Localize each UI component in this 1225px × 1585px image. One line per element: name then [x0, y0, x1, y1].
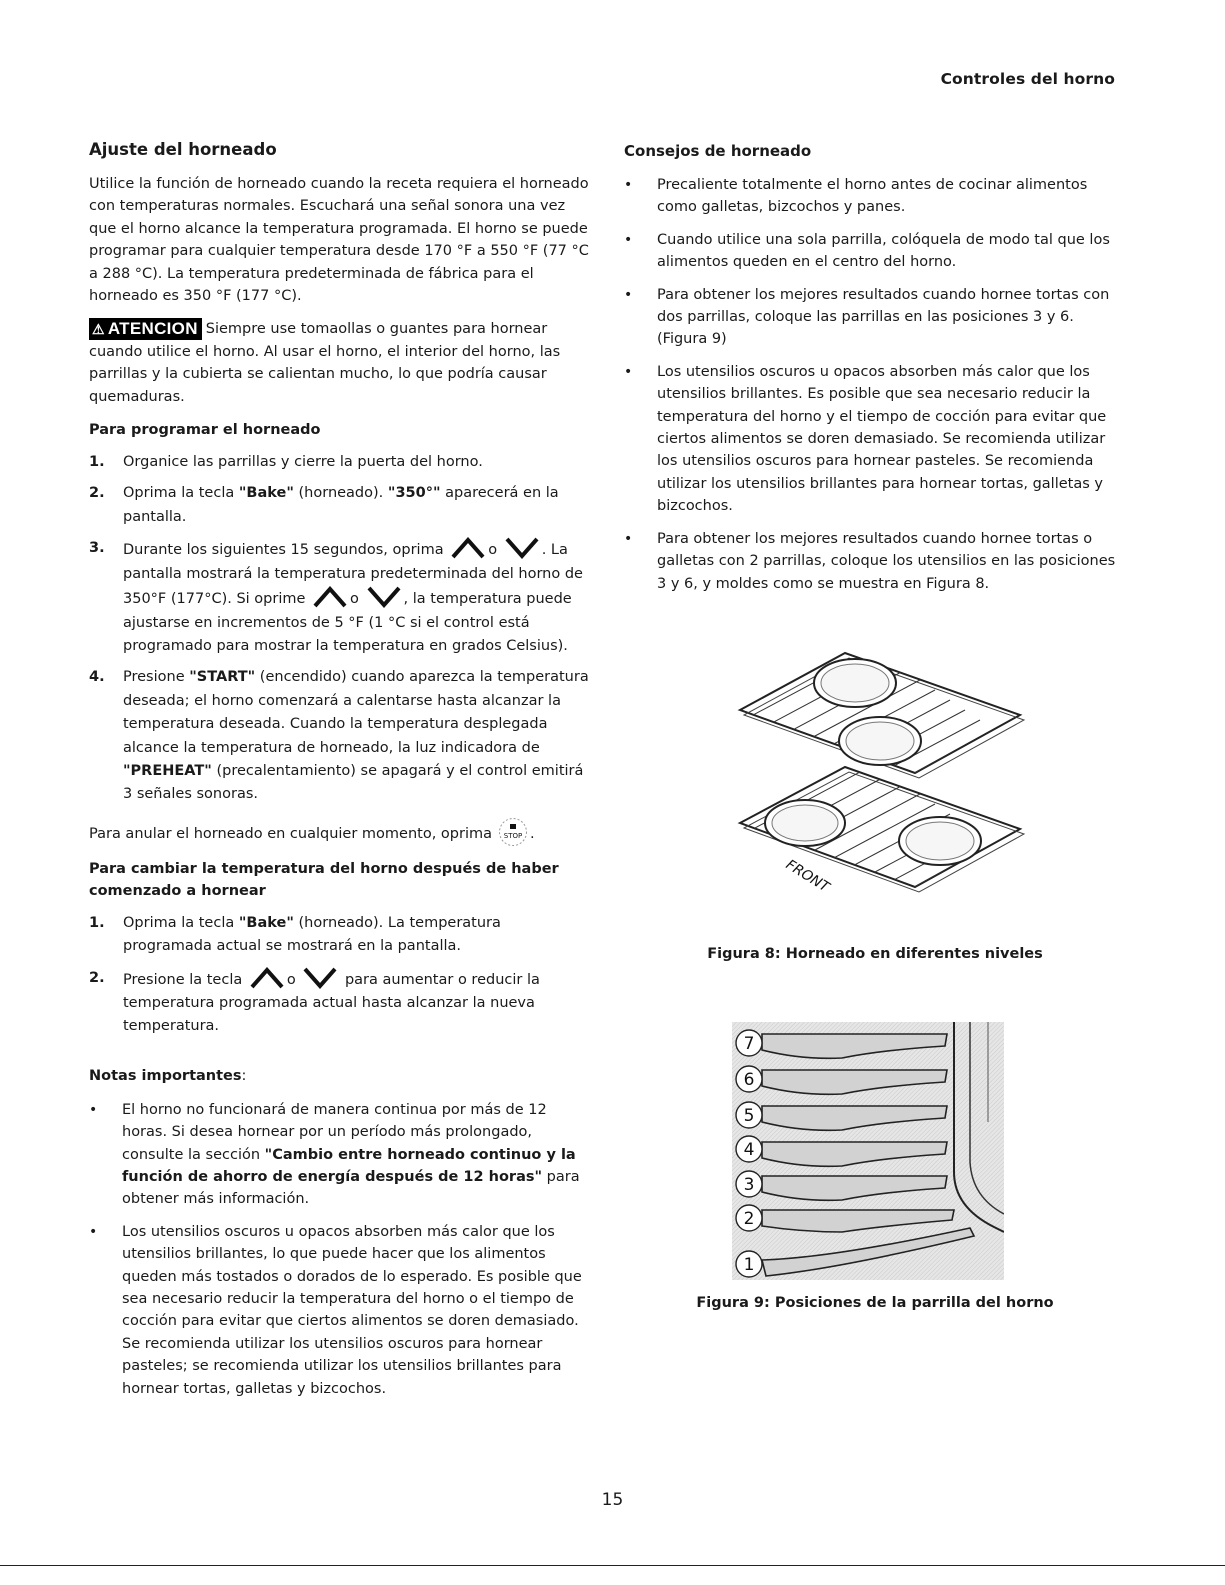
display-value: "350°": [387, 485, 441, 502]
stop-button-icon: [498, 817, 528, 847]
step-text: Presione: [123, 669, 190, 686]
tips-list: [624, 174, 1124, 595]
notes-heading: [89, 1065, 594, 1087]
warning-badge: [89, 318, 202, 340]
notes-heading-text: Notas importantes: [89, 1067, 242, 1084]
tips-heading: Consejos de horneado: [624, 142, 812, 160]
step-number: 2.: [89, 485, 105, 502]
tip-item: • Para obtener los mejores resultados cuando hornee tortas con dos parrillas, coloque las parrillas en las posiciones 3 y 6. (Figura 9): [624, 284, 1124, 351]
change-steps: [89, 912, 594, 1039]
note-section-reference: "Cambio entre horneado continuo y la función de ahorro de energía después de 12 horas": [122, 1146, 576, 1185]
cancel-text-end: .: [529, 825, 535, 842]
cancel-paragraph: [89, 817, 594, 847]
arrow-down-icon: [303, 967, 337, 989]
figure-9-caption: Figura 9: Posiciones de la parrilla del horno: [696, 1295, 1054, 1311]
step-text: (horneado).: [293, 485, 388, 502]
rack-position-label: 4: [743, 1140, 755, 1160]
step-text: (horneado). La temperatura programada actual se mostrará en la pantalla.: [123, 914, 501, 955]
note-text: El horno no funcionará de manera continua por más de 12 horas. Si desea hornear por un período más prolongado, consulte la sección: [122, 1101, 547, 1163]
step-text: o: [286, 971, 296, 988]
step-item: [89, 967, 594, 1039]
bottom-rule: [0, 1565, 1225, 1566]
tip-item: • Los utensilios oscuros u opacos absorben más calor que los utensilios brillantes. Es posible que sea necesario reducir la temperatura del horno y el tiempo de cocción para evitar que ciertos alimentos se doren demasiado. Se recomienda utilizar los utensilios oscuros para hornear pasteles. Se recomienda utilizar los utensilios brillantes para hornear tortas, galletas y bizcochos.: [624, 361, 1124, 518]
step-text: Durante los siguientes 15 segundos, oprima: [123, 542, 444, 559]
rack-position-label: 1: [743, 1255, 755, 1275]
warning-label: ATENCION: [107, 319, 198, 339]
tip-item: • Para obtener los mejores resultados cuando hornee tortas o galletas con 2 parrillas, coloque los utensilios en las posiciones 3 y 6, y moldes como se muestra en Figura 8.: [624, 528, 1124, 595]
note-item: [89, 1099, 594, 1211]
warning-paragraph: [89, 318, 594, 408]
rack-position-label: 7: [743, 1034, 755, 1054]
figure-8-caption: Figura 8: Horneado en diferentes niveles: [707, 946, 1043, 962]
running-head: Controles del horno: [940, 70, 1115, 88]
step-text: (encendido) cuando aparezca la temperatura deseada; el horno comenzará a calentarse hasta alcanzar la temperatura deseada. Cuando la temperatura desplegada alcance la temperatura de horneado, la luz indicadora de: [123, 669, 589, 756]
program-heading: Para programar el horneado: [89, 422, 321, 439]
arrow-up-icon: [250, 967, 284, 989]
step-item: [89, 537, 594, 658]
step-text: o: [350, 591, 359, 608]
step-text: , la temperatura puede ajustarse en incrementos de 5 °F (1 °C si el control está programado para mostrar la temperatura en grados Celsius).: [123, 591, 572, 654]
cancel-text: Para anular el horneado en cualquier momento, oprima: [89, 825, 492, 842]
page-number: 15: [601, 1490, 624, 1510]
tip-item: • Cuando utilice una sola parrilla, colóquela de modo tal que los alimentos queden en el centro del horno.: [624, 229, 1124, 274]
arrow-up-icon: [313, 586, 347, 608]
step-text: Oprima la tecla: [123, 914, 239, 931]
rack-position-label: 6: [743, 1070, 755, 1090]
note-text: para obtener más información.: [122, 1169, 580, 1208]
step-text: Organice las parrillas y cierre la puerta del horno.: [123, 454, 483, 471]
step-item: [89, 666, 594, 806]
rack-position-label: 2: [743, 1209, 755, 1229]
bake-key-label: "Bake": [238, 485, 294, 502]
lower-rack: [730, 739, 1025, 925]
change-heading: Para cambiar la temperatura del horno después de haber comenzado a hornear: [89, 860, 559, 899]
step-number: 2.: [89, 969, 105, 986]
note-text: Los utensilios oscuros u opacos absorben más calor que los utensilios brillantes, lo que puede hacer que los alimentos queden más tostados o dorados de lo esperado. Es posible que sea necesario reducir la temperatura del horno o el tiempo de cocción para evitar que ciertos alimentos se doren demasiado. Se recomienda utilizar los utensilios oscuros para hornear pasteles; se recomienda utilizar los utensilios brillantes para hornear tortas, galletas y bizcochos.: [122, 1223, 582, 1397]
warning-triangle-icon: ⚠: [92, 321, 105, 338]
note-item: [89, 1221, 594, 1400]
step-text: (precalentamiento) se apagará y el control emitirá 3 señales sonoras.: [123, 762, 584, 803]
notes-heading-colon: :: [241, 1067, 247, 1084]
step-text: Oprima la tecla: [123, 485, 239, 502]
arrow-up-icon: [451, 537, 485, 559]
left-column: [89, 140, 594, 1410]
right-column: [624, 140, 1124, 605]
warning-text: Siempre use tomaollas o guantes para hornear cuando utilice el horno. Al usar el horno, el interior del horno, las parrillas y la cubierta se calientan mucho, lo que podría causar quemaduras.: [89, 321, 561, 405]
figure-9-rack-positions: [732, 1022, 1004, 1280]
step-number: 1.: [89, 454, 105, 471]
step-item: [89, 482, 594, 529]
step-text: Presione la tecla: [123, 971, 243, 988]
tip-item: • Precaliente totalmente el horno antes de cocinar alimentos como galletas, bizcochos y panes.: [624, 174, 1124, 219]
start-key-label: "START": [189, 669, 256, 686]
figure-8-rack-illustration: [730, 645, 1030, 925]
program-steps: [89, 451, 594, 807]
step-item: [89, 912, 594, 959]
step-item: [89, 451, 594, 474]
step-text: para aumentar o reducir la temperatura programada actual hasta alcanzar la nueva temperatura.: [123, 971, 540, 1035]
arrow-down-icon: [505, 537, 539, 559]
step-text: o: [488, 542, 498, 559]
bake-key-label: "Bake": [238, 914, 294, 931]
step-number: 4.: [89, 669, 105, 686]
section-title: Ajuste del horneado: [89, 140, 277, 159]
preheat-key-label: "PREHEAT": [123, 762, 212, 779]
rack-position-label: 5: [743, 1106, 755, 1126]
arrow-down-icon: [367, 586, 401, 608]
step-number: 3.: [89, 540, 105, 557]
front-label: FRONT: [782, 856, 832, 896]
rack-position-label: 3: [743, 1175, 755, 1195]
intro-paragraph: Utilice la función de horneado cuando la receta requiera el horneado con temperaturas normales. Escuchará una señal sonora una vez que el horno alcance la temperatura programada. El horno se puede programar para cualquier temperatura desde 170 °F a 550 °F (77 °C a 288 °C). La temperatura predeterminada de fábrica para el horneado es 350 °F (177 °C).: [89, 176, 589, 305]
step-text: aparecerá en la pantalla.: [123, 485, 559, 525]
notes-list: [89, 1099, 594, 1400]
step-text: . La pantalla mostrará la temperatura predeterminada del horno de 350°F (177°C). Si oprime: [123, 542, 583, 608]
stop-label: STOP: [503, 831, 523, 840]
step-number: 1.: [89, 914, 105, 931]
